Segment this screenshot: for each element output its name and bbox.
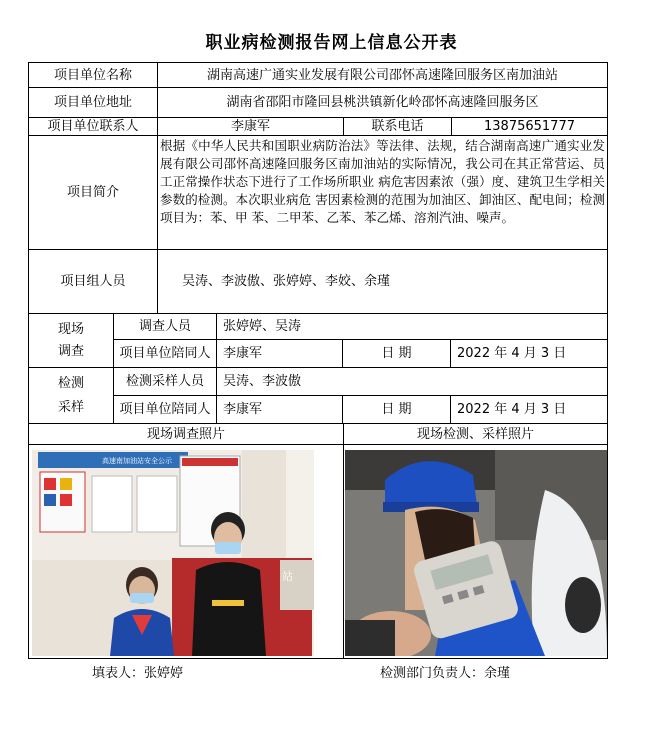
sampling-photo-image [345,450,607,656]
phone-label: 联系电话 [343,118,451,135]
row-sampling [28,368,608,424]
sampling-companion-value: 李康军 [216,396,342,423]
unit-address-label: 项目单位地址 [53,95,132,110]
row-photo-titles [28,424,608,445]
sampling-photo [345,450,607,656]
station-sign-text: 高速南加油站安全公示 [102,457,172,465]
svg-text:站: 站 [282,570,293,583]
team-value: 吴涛、李波傲、张婷婷、李姣、余瑾 [157,250,607,313]
unit-name-value: 湖南高速广通实业发展有限公司邵怀高速隆回服务区南加油站 [157,63,607,87]
unit-name-label: 项目单位名称 [53,67,132,83]
manager-signature: 检测部门负责人：余瑾 [380,666,511,681]
survey-photo-image [32,450,314,656]
sampler-value: 吴涛、李波傲 [216,368,607,395]
investigator-value: 张婷婷、吴涛 [216,314,607,339]
row-intro [28,136,608,250]
survey-label-line1: 现场 [57,321,84,337]
survey-companion-row [113,340,607,367]
investigator-label: 调查人员 [138,319,191,334]
survey-label-line2: 调查 [57,344,84,360]
photo-divider [343,445,344,658]
document-title: 职业病检测报告网上信息公开表 [205,33,458,53]
survey-date-label: 日 期 [342,340,450,367]
sampler-label: 检测采样人员 [125,374,204,389]
team-label: 项目组人员 [60,274,126,289]
row-contact [28,118,608,136]
filler-signature: 填表人：张婷婷 [92,666,184,681]
sampling-date-label: 日 期 [342,396,450,423]
contact-name: 李康军 [157,118,343,135]
right-photo-title: 现场检测、采样照片 [343,424,607,444]
survey-companion-label: 项目单位陪同人 [119,346,211,361]
survey-date-value: 2022 年 4 月 3 日 [450,340,607,367]
phone-value: 13875651777 [451,118,607,135]
survey-photo [32,450,314,656]
survey-label [29,314,113,367]
sampling-companion-row [113,396,607,423]
sampling-label-line1: 检测 [57,376,84,392]
intro-text [157,136,607,249]
survey-investigator-row [113,314,607,340]
sampling-label [29,368,113,423]
row-team [28,250,608,314]
contact-label: 项目单位联系人 [47,119,139,134]
row-unit-name [28,62,608,88]
sampling-sampler-row [113,368,607,396]
sampling-date-value: 2022 年 4 月 3 日 [450,396,607,423]
row-survey [28,314,608,368]
unit-address-value: 湖南省邵阳市隆回县桃洪镇新化岭邵怀高速隆回服务区 [157,88,607,117]
sampling-label-line2: 采样 [57,399,84,415]
survey-companion-value: 李康军 [216,340,342,367]
left-photo-title: 现场调查照片 [146,426,225,442]
sampling-companion-label: 项目单位陪同人 [119,402,211,417]
intro-paragraph: 根据《中华人民共和国职业病防治法》等法律、法规，结合湖南高速广通实业发展有限公司邵怀高速隆回服务区南加油站的实际情况，我公司在其正常营运、员工正常操作状态下进行了工作场所职业 病危害因素浓（强）度、建筑卫生学相关参数的检测。本次职业病危 害因素检测的范围为加油区、卸油区、配电间；检测项目为：苯、甲 苯、二甲苯、乙苯、苯乙烯、溶剂汽油、噪声。 [160,138,605,225]
intro-label: 项目简介 [66,185,119,200]
row-unit-address [28,88,608,118]
